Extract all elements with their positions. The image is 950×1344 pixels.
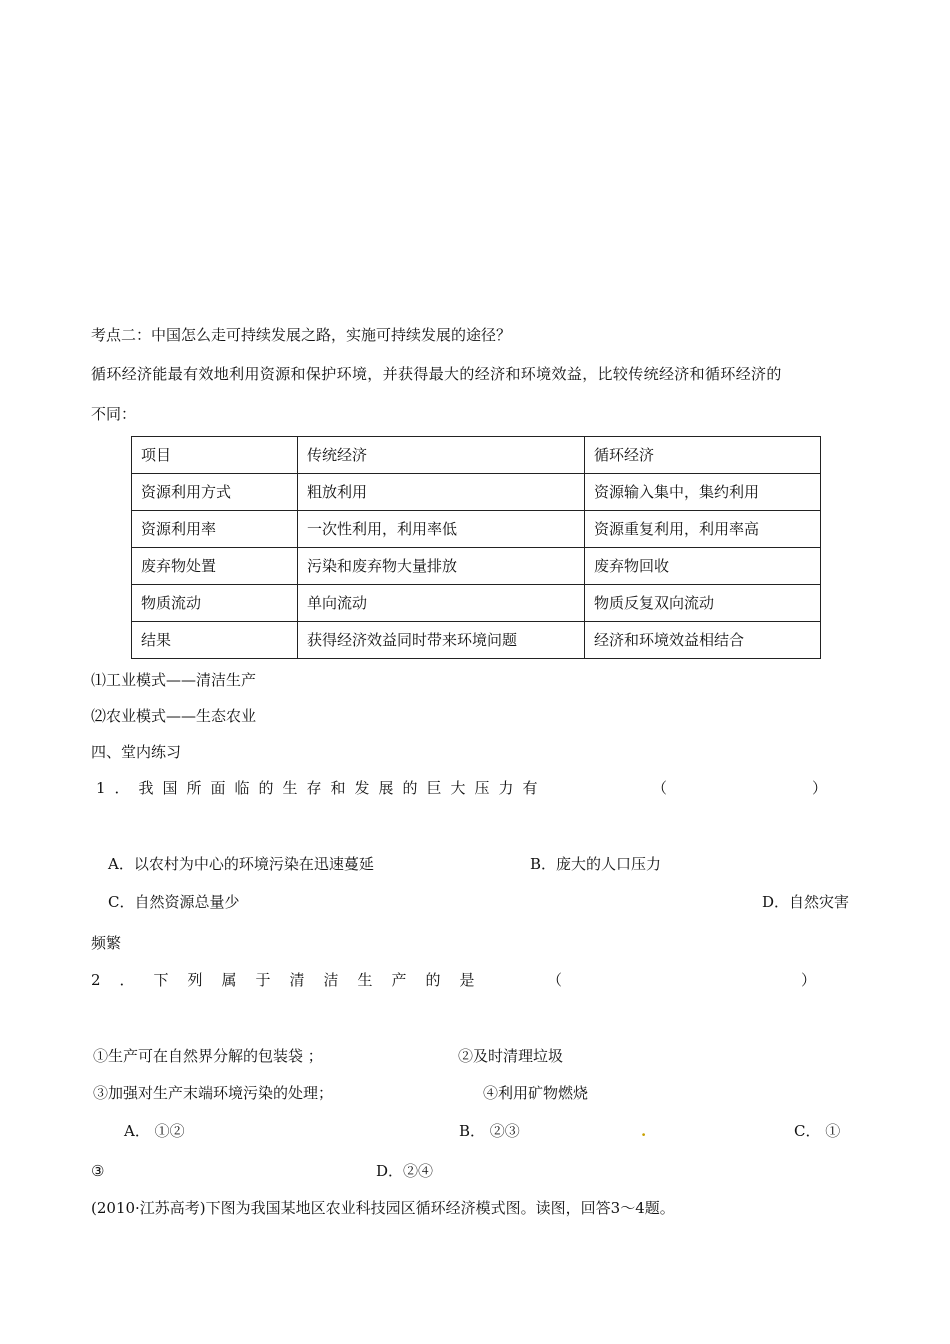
q2-option-d: D．②④	[376, 1162, 434, 1180]
table-cell: 结果	[132, 622, 298, 659]
table-cell: 物质流动	[132, 585, 298, 622]
table-cell: 物质反复双向流动	[585, 585, 821, 622]
table-cell: 废弃物处置	[132, 548, 298, 585]
q1-option-c: C．自然资源总量少	[108, 893, 240, 911]
q1-paren-close: ）	[812, 779, 828, 797]
table-cell: 获得经济效益同时带来环境问题	[298, 622, 585, 659]
table-row	[132, 474, 821, 511]
table-cell: 单向流动	[298, 585, 585, 622]
q2-option-c-continued: ③	[91, 1162, 105, 1180]
q2-item-1: ①生产可在自然界分解的包装袋 ；	[93, 1047, 323, 1065]
q2-paren-open: （	[547, 971, 563, 989]
q2-paren-close: ）	[801, 971, 817, 989]
intro-line-1: 循环经济能最有效地利用资源和保护环境，并获得最大的经济和环境效益，比较传统经济和循环经济的	[91, 365, 782, 383]
section-heading-practice: 四、堂内练习	[91, 743, 182, 761]
table-cell: 资源输入集中，集约利用	[585, 474, 821, 511]
table-row	[132, 585, 821, 622]
q2-stem: 2．下列属于清洁生产的是	[91, 971, 494, 989]
table-cell: 资源重复利用，利用率高	[585, 511, 821, 548]
table-cell: 资源利用率	[132, 511, 298, 548]
q2-item-3: ③加强对生产末端环境污染的处理；	[93, 1084, 334, 1102]
table-row	[132, 622, 821, 659]
stray-dot: .	[641, 1122, 647, 1140]
q2-option-a: A． ①②	[124, 1122, 185, 1140]
table-header-cell: 循环经济	[585, 437, 821, 474]
q1-option-d: D．自然灾害	[762, 893, 850, 911]
table-row	[132, 511, 821, 548]
table-cell: 经济和环境效益相结合	[585, 622, 821, 659]
q2-option-b: B． ②③	[459, 1122, 520, 1140]
q2-option-c: C． ①	[794, 1122, 841, 1140]
q1-option-b: B．庞大的人口压力	[530, 855, 662, 873]
table-cell: 污染和废弃物大量排放	[298, 548, 585, 585]
mode-agriculture: ⑵农业模式——生态农业	[91, 707, 257, 725]
intro-line-2: 不同：	[91, 405, 137, 423]
table-row	[132, 548, 821, 585]
mode-industry: ⑴工业模式——清洁生产	[91, 671, 257, 689]
table-cell: 废弃物回收	[585, 548, 821, 585]
table-header-cell: 传统经济	[298, 437, 585, 474]
table-cell: 一次性利用，利用率低	[298, 511, 585, 548]
heading-kaodian-2: 考点二：中国怎么走可持续发展之路，实施可持续发展的途径？	[91, 326, 512, 344]
table-header-cell: 项目	[132, 437, 298, 474]
q2-item-2: ②及时清理垃圾	[458, 1047, 564, 1065]
table-cell: 资源利用方式	[132, 474, 298, 511]
q2-item-4: ④利用矿物燃烧	[483, 1084, 589, 1102]
q34-intro: (2010·江苏高考)下图为我国某地区农业科技园区循环经济模式图。读图，回答3～4题。	[91, 1199, 675, 1217]
q1-option-d-continued: 频繁	[91, 934, 122, 952]
table-cell: 粗放利用	[298, 474, 585, 511]
q1-stem: 1．我国所面临的生存和发展的巨大压力有	[96, 779, 547, 797]
q1-paren-open: （	[652, 779, 668, 797]
comparison-table	[131, 436, 821, 659]
q1-option-a: A．以农村为中心的环境污染在迅速蔓延	[108, 855, 374, 873]
table-header-row	[132, 437, 821, 474]
